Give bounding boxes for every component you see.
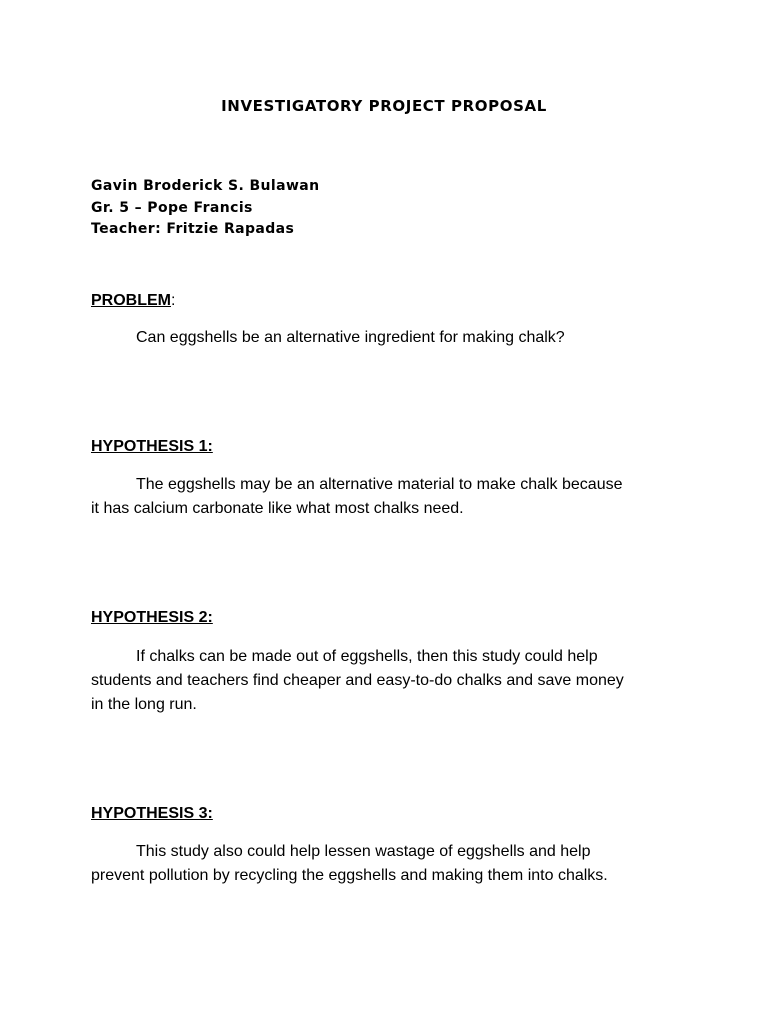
problem-text bbox=[91, 326, 691, 350]
problem-heading-colon: : bbox=[171, 292, 176, 309]
hypothesis-2-heading-label: HYPOTHESIS 2: bbox=[91, 609, 213, 626]
hypothesis-1-text bbox=[91, 473, 691, 521]
problem-line: Can eggshells be an alternative ingredient for making chalk? bbox=[136, 329, 565, 346]
document-title: INVESTIGATORY PROJECT PROPOSAL bbox=[221, 97, 547, 115]
hypothesis-3-line: prevent pollution by recycling the eggshells and making them into chalks. bbox=[91, 867, 608, 884]
author-name: Gavin Broderick S. Bulawan bbox=[91, 178, 320, 194]
hypothesis-1-heading-label: HYPOTHESIS 1: bbox=[91, 438, 213, 455]
author-block bbox=[91, 176, 320, 241]
hypothesis-2-heading bbox=[91, 607, 213, 629]
hypothesis-1-heading bbox=[91, 436, 213, 458]
hypothesis-2-line: in the long run. bbox=[91, 696, 197, 713]
hypothesis-3-heading bbox=[91, 803, 213, 825]
author-teacher: Teacher: Fritzie Rapadas bbox=[91, 221, 295, 237]
hypothesis-3-text bbox=[91, 840, 691, 888]
problem-heading-label: PROBLEM bbox=[91, 292, 171, 309]
hypothesis-2-line: students and teachers find cheaper and easy-to-do chalks and save money bbox=[91, 672, 624, 689]
author-grade-section: Gr. 5 – Pope Francis bbox=[91, 199, 253, 216]
hypothesis-1-line: The eggshells may be an alternative material to make chalk because bbox=[136, 476, 623, 493]
hypothesis-3-line: This study also could help lessen wastage of eggshells and help bbox=[136, 843, 591, 860]
hypothesis-1-line: it has calcium carbonate like what most chalks need. bbox=[91, 500, 464, 517]
hypothesis-2-line: If chalks can be made out of eggshells, then this study could help bbox=[136, 648, 598, 665]
problem-heading bbox=[91, 290, 175, 312]
hypothesis-2-text bbox=[91, 645, 691, 717]
hypothesis-3-heading-label: HYPOTHESIS 3: bbox=[91, 805, 213, 822]
